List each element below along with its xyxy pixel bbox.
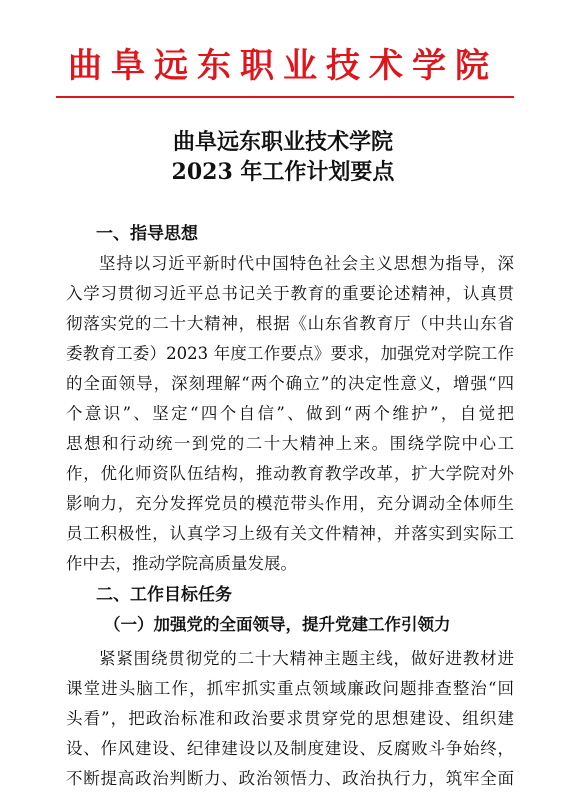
section-heading-work-goals: 二、工作目标任务 [96,585,232,605]
section-heading-guiding-ideology: 一、指导思想 [96,224,198,244]
document-title-line1: 曲阜远东职业技术学院 [172,129,393,155]
paragraph-line: 作，优化师资队伍结构，推动教育教学改革，扩大学院对外 [66,464,514,483]
paragraph-line: 彻落实党的二十大精神，根据《山东省教育厅（中共山东省 [66,314,514,333]
paragraph-line: 作中去，推动学院高质量发展。 [66,554,297,573]
paragraph-line: 不断提高政治判断力、政治领悟力、政治执行力，筑牢全面 [66,769,514,788]
paragraph-line: 个意识”、坚定“四个自信”、做到“两个维护”，自觉把 [66,404,514,423]
paragraph-line: 员工积极性，认真学习上级有关文件精神，并落实到实际工 [66,524,514,543]
institution-banner: 曲阜远东职业技术学院 [68,46,498,86]
subsection-title: 加强党的全面领导，提升党建工作引领力 [153,615,451,634]
paragraph-line: 的全面领导，深刻理解“两个确立”的决定性意义，增强“四 [66,374,514,393]
paragraph-line: 入学习贯彻习近平总书记关于教育的重要论述精神，认真贯 [66,284,514,303]
subsection-heading [104,613,451,637]
paragraph-line: 紧紧围绕贯彻党的二十大精神主题主线，做好进教材进 [99,649,514,668]
paragraph-line: 课堂进头脑工作，抓牢抓实重点领域廉政问题排查整治“回 [66,679,514,698]
paragraph-line: 设、作风建设、纪律建设以及制度建设、反腐败斗争始终， [66,739,514,758]
paragraph-line: 委教育工委）2023 年度工作要点》要求，加强党对学院工作 [66,344,514,363]
paragraph-line: 影响力，充分发挥党员的模范带头作用，充分调动全体师生 [66,494,514,513]
paragraph-line: 头看”，把政治标准和政治要求贯穿党的思想建设、组织建 [66,709,514,728]
document-title-line2: 2023 年工作计划要点 [171,159,395,185]
subsection-number: （一） [104,615,154,634]
paragraph-line: 思想和行动统一到党的二十大精神上来。围绕学院中心工 [66,434,514,453]
paragraph-line: 坚持以习近平新时代中国特色社会主义思想为指导，深 [99,254,514,273]
header-divider [56,96,514,98]
